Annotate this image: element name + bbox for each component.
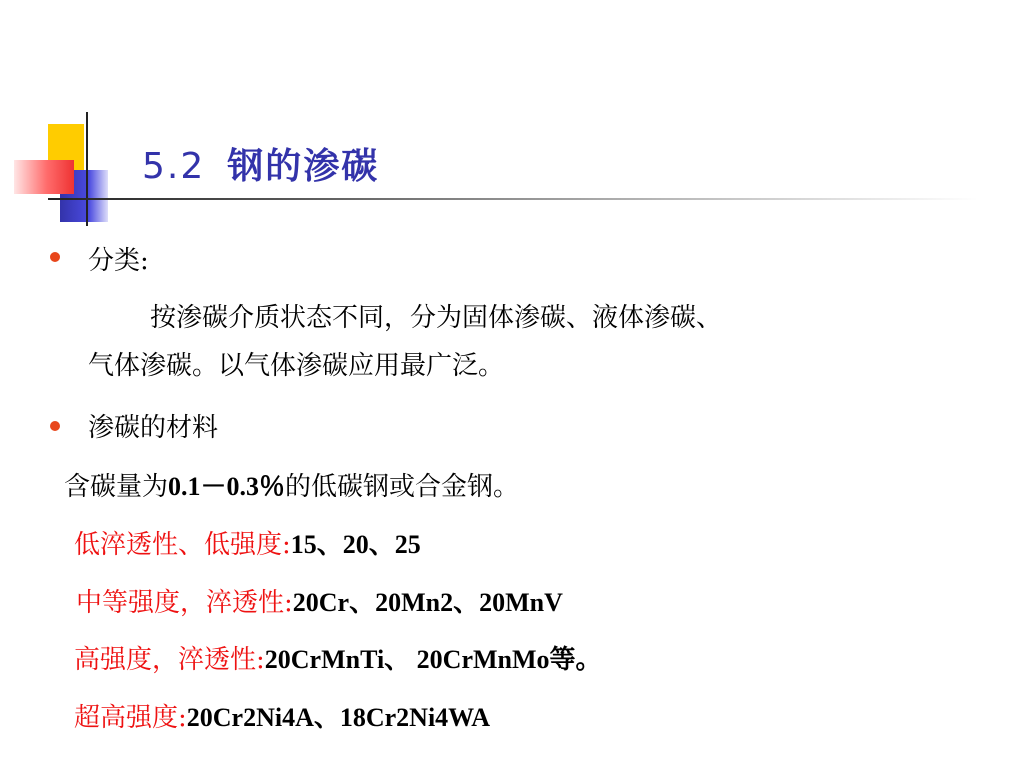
grade-row xyxy=(74,524,421,561)
decorative-vertical-line xyxy=(86,112,88,226)
grade-row xyxy=(74,639,602,676)
classification-paragraph-line2: 气体渗碳。以气体渗碳应用最广泛。 xyxy=(88,351,505,381)
grade-steels: 15、20、25 xyxy=(290,530,421,559)
section-heading-classification: 分类: xyxy=(88,246,149,276)
bullet-icon xyxy=(50,421,60,431)
decorative-red-square xyxy=(14,160,74,194)
title-underline xyxy=(48,198,978,200)
bullet-icon xyxy=(50,252,60,262)
grade-steels: 20Cr2Ni4A、18Cr2Ni4WA xyxy=(186,703,491,732)
section-heading-materials: 渗碳的材料 xyxy=(88,413,219,443)
carbon-content-range: 0.1－0.3％ xyxy=(168,472,286,501)
grade-label: 低淬透性、低强度: xyxy=(74,530,291,560)
grade-label: 高强度，淬透性: xyxy=(74,645,265,675)
grade-row xyxy=(76,582,563,619)
classification-paragraph-line1: 按渗碳介质状态不同，分为固体渗碳、液体渗碳、 xyxy=(150,303,723,333)
slide-title-text: 钢的渗碳 xyxy=(227,146,380,187)
slide-title-number: 5.2 xyxy=(142,146,206,187)
grade-steels: 20Cr、20Mn2、20MnV xyxy=(292,588,563,617)
grade-label: 超高强度: xyxy=(74,703,187,733)
carbon-content-suffix: 的低碳钢或合金钢。 xyxy=(285,472,520,502)
carbon-content-prefix: 含碳量为 xyxy=(64,472,169,502)
grade-row xyxy=(74,697,490,734)
grade-label: 中等强度，淬透性: xyxy=(76,588,293,618)
grade-steels: 20CrMnTi、 20CrMnMo等。 xyxy=(264,645,602,674)
slide-title xyxy=(142,138,379,189)
carbon-content-line xyxy=(64,466,519,503)
